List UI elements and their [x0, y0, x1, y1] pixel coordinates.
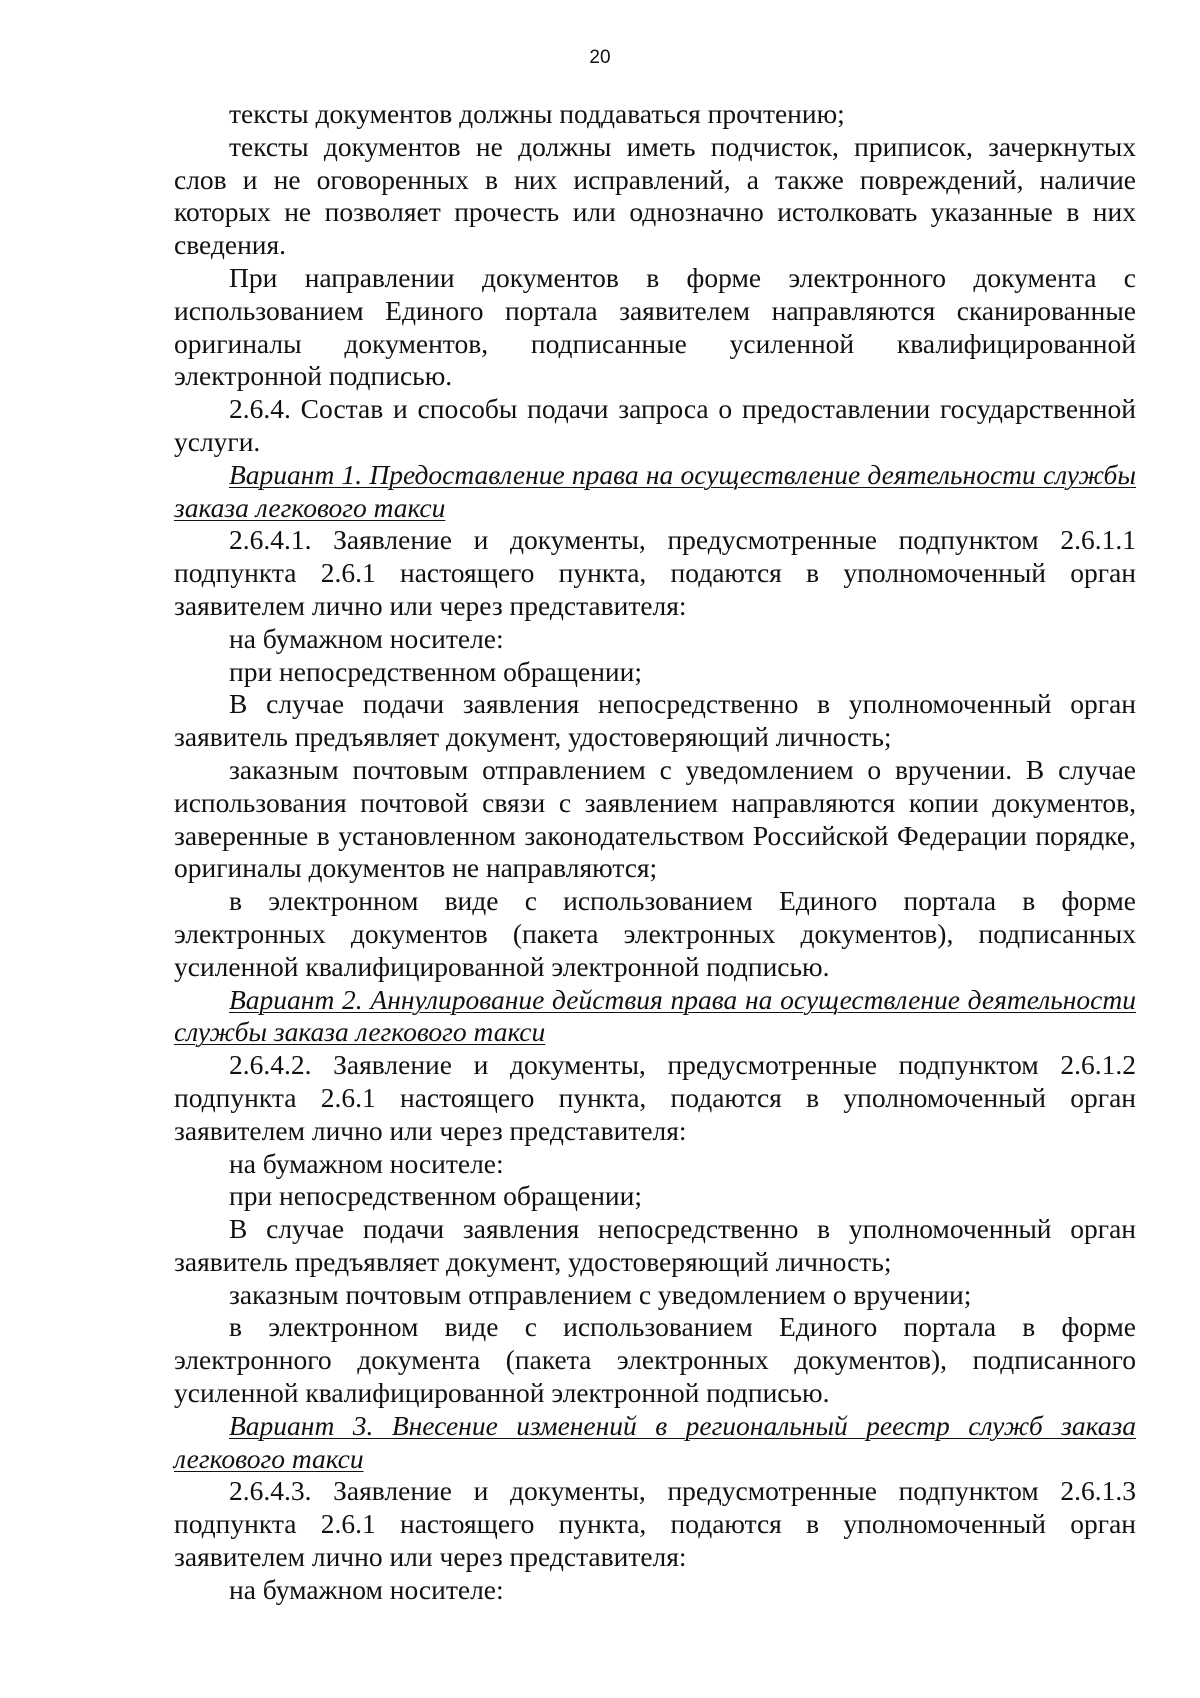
paragraph: на бумажном носителе: [229, 1147, 504, 1179]
paragraph: тексты документов должны поддаваться прочтению; [229, 98, 845, 129]
paragraph: на бумажном носителе: [229, 622, 504, 654]
paragraph: заказным почтовым отправлением с уведомлением о вручении; [229, 1278, 972, 1310]
section-heading: 2.6.4. Состав и способы подачи запроса о предоставлении государственной услуги. [174, 393, 1136, 457]
page-number: 20 [589, 47, 611, 68]
variant-heading [174, 459, 1136, 525]
variant-heading-text: Вариант 1. Предоставление права на осуществление деятельности службы заказа легкового такси [174, 458, 1136, 523]
paragraph: заказным почтовым отправлением с уведомлением о вручении. В случае использования почтовой связи с заявлением направляются копии документов, заверенные в установленном законодательством Российской Федерации порядке, оригиналы документов не направляются; [174, 753, 1136, 884]
paragraph: В случае подачи заявления непосредственно в уполномоченный орган заявитель предъявляет документ, удостоверяющий личность; [174, 1213, 1136, 1277]
variant-heading-text: Вариант 3. Внесение изменений в региональный реестр служб заказа легкового такси [174, 1409, 1136, 1474]
variant-heading [174, 984, 1136, 1050]
paragraph: на бумажном носителе: [229, 1573, 504, 1605]
variant-heading-text: Вариант 2. Аннулирование действия права на осуществление деятельности службы заказа легкового такси [174, 983, 1136, 1048]
paragraph: 2.6.4.3. Заявление и документы, предусмотренные подпунктом 2.6.1.3 подпункта 2.6.1 настоящего пункта, подаются в уполномоченный орган заявителем лично или через представителя: [174, 1475, 1136, 1573]
paragraph: при непосредственном обращении; [229, 1180, 642, 1212]
paragraph: 2.6.4.1. Заявление и документы, предусмотренные подпунктом 2.6.1.1 подпункта 2.6.1 настоящего пункта, подаются в уполномоченный орган заявителем лично или через представителя: [174, 524, 1136, 621]
variant-heading [174, 1410, 1136, 1476]
paragraph: 2.6.4.2. Заявление и документы, предусмотренные подпунктом 2.6.1.2 подпункта 2.6.1 настоящего пункта, подаются в уполномоченный орган заявителем лично или через представителя: [174, 1049, 1136, 1146]
document-body [174, 98, 1136, 1607]
paragraph: тексты документов не должны иметь подчисток, приписок, зачеркнутых слов и не оговоренных в них исправлений, а также повреждений, наличие которых не позволяет прочесть или однозначно истолковать указанные в них сведения. [174, 130, 1136, 261]
paragraph: в электронном виде с использованием Единого портала в форме электронных документов (пакета электронных документов), подписанных усиленной квалифицированной электронной подписью. [174, 885, 1136, 982]
paragraph: в электронном виде с использованием Единого портала в форме электронного документа (пакета электронных документов), подписанного усиленной квалифицированной электронной подписью. [174, 1311, 1136, 1409]
paragraph: при непосредственном обращении; [229, 655, 642, 687]
paragraph: В случае подачи заявления непосредственно в уполномоченный орган заявитель предъявляет документ, удостоверяющий личность; [174, 688, 1136, 753]
paragraph: При направлении документов в форме электронного документа с использованием Единого портала заявителем направляются сканированные оригиналы документов, подписанные усиленной квалифицированной электронной подписью. [174, 261, 1136, 392]
